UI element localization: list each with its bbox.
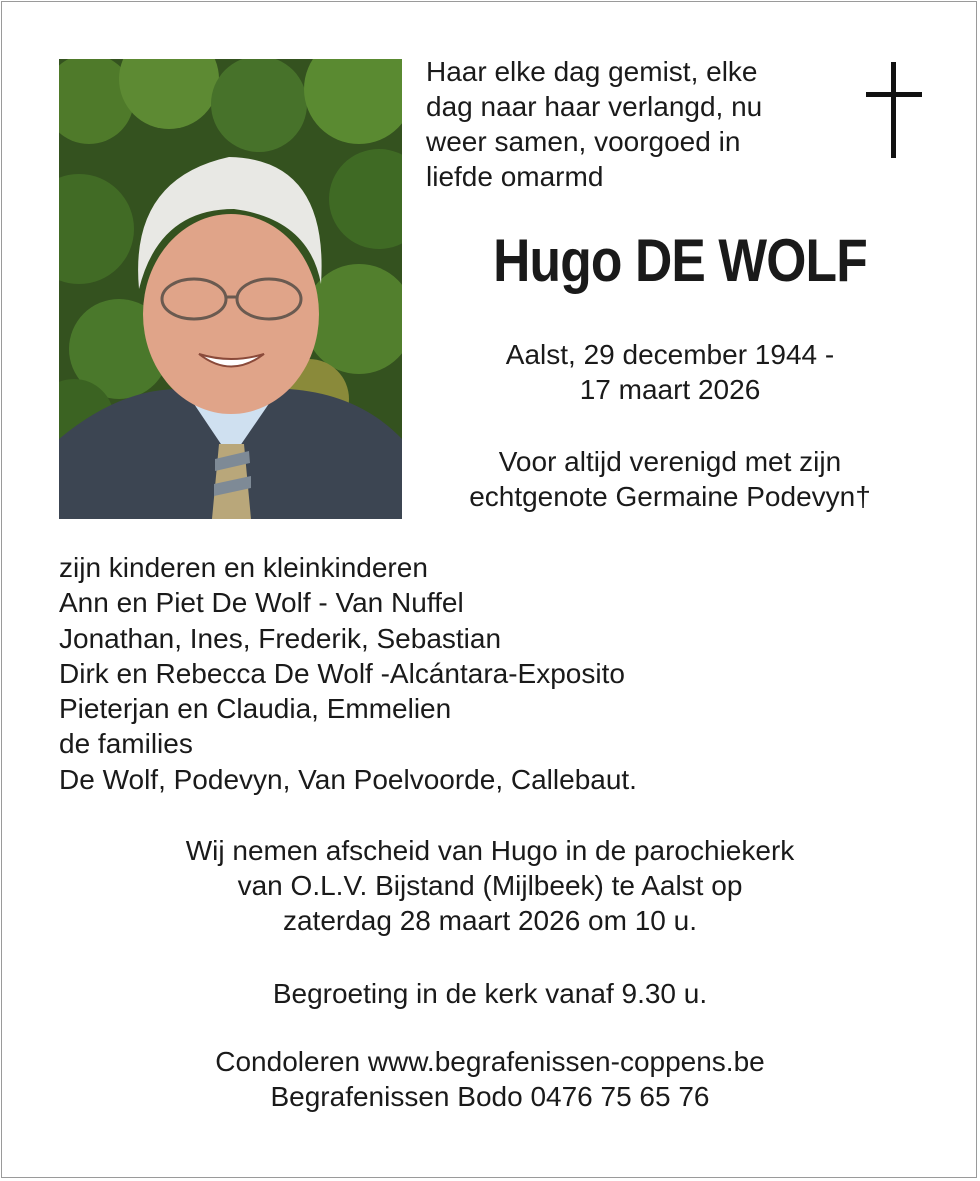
family-list (59, 550, 939, 797)
spouse-note (420, 444, 920, 514)
family-line: Dirk en Rebecca De Wolf -Alcántara-Exposito (59, 657, 625, 689)
contact-info (40, 1044, 940, 1114)
dates-line: Aalst, 29 december 1944 - (505, 339, 835, 370)
quote-line: weer samen, voorgoed in (426, 126, 741, 157)
spouse-line: echtgenote Germaine Podevyn† (469, 481, 871, 512)
family-line: Ann en Piet De Wolf - Van Nuffel (59, 587, 464, 619)
quote-line: liefde omarmd (426, 161, 604, 192)
quote-line: dag naar haar verlangd, nu (426, 91, 763, 122)
funeral-home-phone: Begrafenissen Bodo 0476 75 65 76 (270, 1081, 710, 1112)
family-line: de families (59, 728, 193, 760)
life-dates (420, 337, 920, 407)
service-line: Wij nemen afscheid van Hugo in de parochiekerk (185, 835, 795, 866)
quote-line: Haar elke dag gemist, elke (426, 56, 758, 87)
dates-line: 17 maart 2026 (579, 374, 761, 405)
greeting-time: Begroeting in de kerk vanaf 9.30 u. (272, 978, 708, 1009)
service-line: van O.L.V. Bijstand (Mijlbeek) te Aalst op (237, 870, 743, 901)
service-details (40, 833, 940, 938)
condolence-website: Condoleren www.begrafenissen-coppens.be (215, 1046, 765, 1077)
deceased-name: Hugo DE WOLF (493, 227, 867, 294)
family-line: zijn kinderen en kleinkinderen (59, 552, 428, 583)
family-line: Jonathan, Ines, Frederik, Sebastian (59, 622, 502, 654)
cross-icon (866, 62, 922, 158)
service-line: zaterdag 28 maart 2026 om 10 u. (282, 905, 698, 936)
memorial-quote (426, 54, 846, 194)
family-line: Pieterjan en Claudia, Emmelien (59, 693, 452, 725)
spouse-line: Voor altijd verenigd met zijn (498, 446, 842, 477)
family-line: De Wolf, Podevyn, Van Poelvoorde, Callebaut. (59, 763, 637, 795)
portrait-photo (59, 59, 402, 519)
